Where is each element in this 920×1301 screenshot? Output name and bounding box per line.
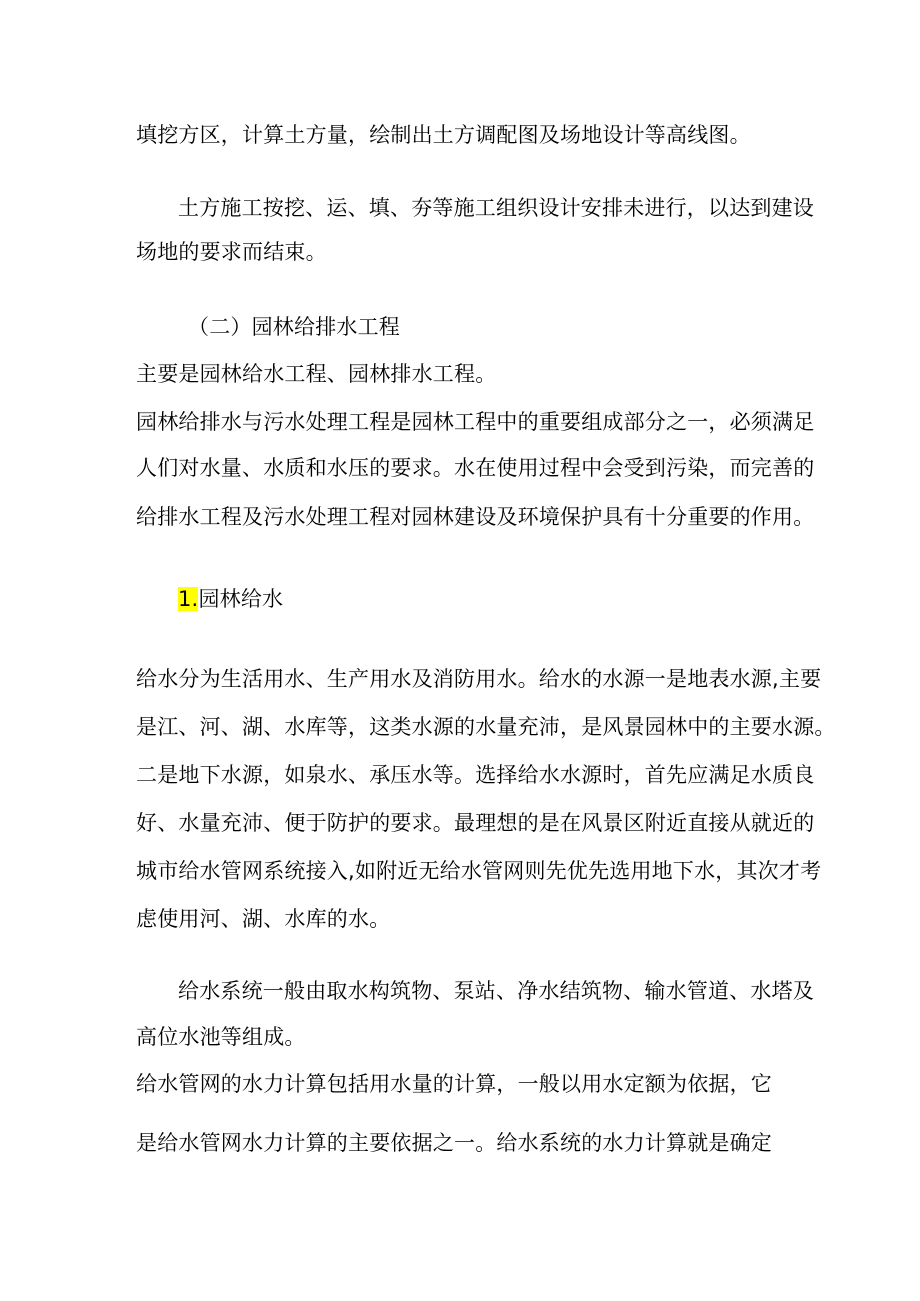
- paragraph-line: 是给水管网水力计算的主要依据之一。给水系统的水力计算就是确定: [136, 1131, 772, 1155]
- paragraph-line: 高位水池等组成。: [136, 1025, 306, 1049]
- paragraph-line: 人们对水量、水质和水压的要求。水在使用过程中会受到污染，而完善的: [136, 456, 815, 480]
- paragraph-line: 城市给水管网系统接入,如附近无给水管网则先优先选用地下水，其次才考: [136, 859, 822, 883]
- paragraph-line: 土方施工按挖、运、填、夯等施工组织设计安排未进行，以达到建设: [178, 196, 814, 220]
- paragraph-line: 好、水量充沛、便于防护的要求。最理想的是在风景区附近直接从就近的: [136, 811, 815, 835]
- subsection-title: 园林给水: [198, 587, 284, 611]
- paragraph-line: 是江、河、湖、水库等，这类水源的水量充沛，是风景园林中的主要水源。: [136, 715, 836, 739]
- paragraph-line: 虑使用河、湖、水库的水。: [136, 907, 391, 931]
- paragraph-line: 主要是园林给水工程、园林排水工程。: [136, 362, 497, 386]
- paragraph-line: 二是地下水源，如泉水、承压水等。选择给水水源时，首先应满足水质良: [136, 763, 815, 787]
- highlighted-number: 1.: [178, 587, 199, 611]
- paragraph-line: 场地的要求而结束。: [136, 240, 327, 264]
- paragraph-line: 填挖方区，计算土方量，绘制出土方调配图及场地设计等高线图。: [136, 123, 751, 147]
- paragraph-line: 给排水工程及污水处理工程对园林建设及环境保护具有十分重要的作用。: [136, 505, 815, 529]
- section-heading: （二）园林给排水工程: [188, 315, 400, 339]
- paragraph-line: 给水分为生活用水、生产用水及消防用水。给水的水源一是地表水源,主要: [136, 667, 822, 691]
- paragraph-line: 给水管网的水力计算包括用水量的计算，一般以用水定额为依据，它: [136, 1072, 772, 1096]
- paragraph-line: 园林给排水与污水处理工程是园林工程中的重要组成部分之一，必须满足: [136, 410, 815, 434]
- subsection-heading: [178, 587, 283, 611]
- paragraph-line: 给水系统一般由取水构筑物、泵站、净水结筑物、输水管道、水塔及: [178, 979, 814, 1003]
